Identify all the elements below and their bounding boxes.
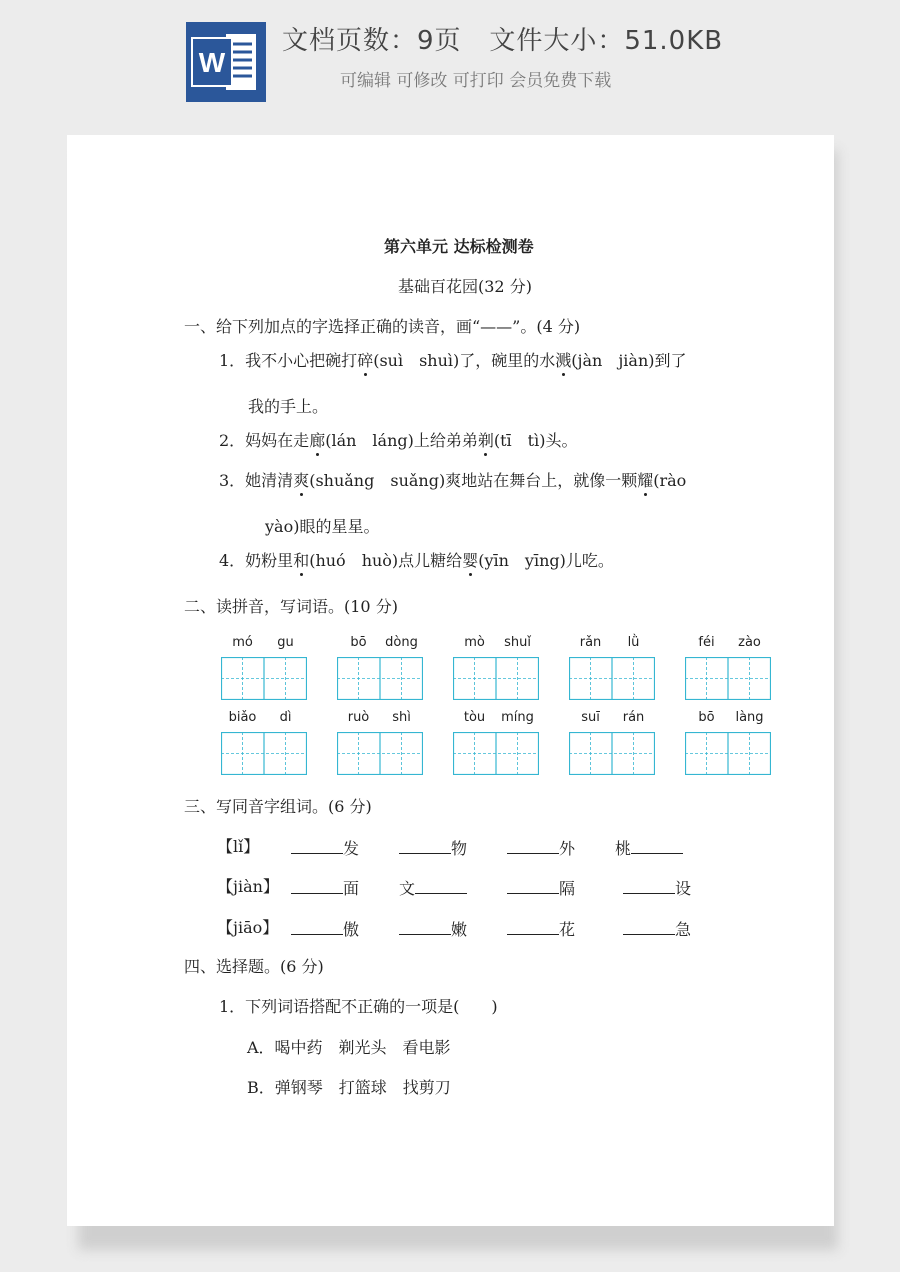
q1-item-1: 1．我不小心把碗打碎(suì shuì)了，碗里的水溅(jàn jiàn)到了 (219, 351, 687, 370)
pinyin-syllable: làng (735, 710, 764, 725)
pinyin-syllable: shì (392, 710, 411, 725)
pinyin-syllable: bō (698, 710, 715, 725)
homophone-item: 外 (507, 837, 575, 859)
homophone-item: 嫩 (399, 918, 467, 940)
q4-option-b: B．弹钢琴 打篮球 找剪刀 (247, 1078, 451, 1097)
writing-grid[interactable] (569, 657, 655, 700)
writing-grid[interactable] (685, 657, 771, 700)
writing-grid[interactable] (221, 732, 307, 775)
word-letter: W (198, 47, 226, 78)
pinyin-label (569, 710, 655, 728)
answer-blank[interactable] (399, 837, 451, 854)
homophone-item: 文 (399, 877, 467, 899)
answer-blank[interactable] (399, 918, 451, 935)
q4-heading: 四、选择题。(6 分) (184, 957, 324, 976)
answer-blank[interactable] (507, 918, 559, 935)
pinyin-syllable: gu (277, 635, 294, 650)
answer-blank[interactable] (631, 837, 683, 854)
q1-item-3-cont: yào)眼的星星。 (265, 517, 380, 536)
q3-heading: 三、写同音字组词。(6 分) (184, 797, 372, 816)
homophone-item: 傲 (291, 918, 359, 940)
pinyin-syllable: mò (464, 635, 485, 650)
pinyin-syllable: tòu (463, 710, 486, 725)
pinyin-syllable: ruò (347, 710, 370, 725)
pinyin-syllable: zào (738, 635, 761, 650)
pinyin-label (453, 710, 539, 728)
answer-blank[interactable] (507, 877, 559, 894)
pinyin-label (685, 710, 771, 728)
doc-title: 第六单元 达标检测卷 (384, 237, 534, 256)
writing-grid[interactable] (453, 657, 539, 700)
header-subtitle: 可编辑 可修改 可打印 会员免费下载 (340, 71, 612, 91)
pinyin-label (337, 635, 423, 653)
homophone-item: 隔 (507, 877, 575, 899)
document-page (67, 135, 834, 1226)
pinyin-syllable: mó (232, 635, 253, 650)
pinyin-syllable: rán (622, 710, 645, 725)
q1-item-3: 3．她清清爽(shuǎng suǎng)爽地站在舞台上，就像一颗耀(rào (219, 471, 687, 490)
pinyin-syllable: lǜ (627, 635, 640, 650)
pinyin-label (569, 635, 655, 653)
q1-item-2: 2．妈妈在走廊(lán láng)上给弟弟剃(tī tì)头。 (219, 431, 578, 450)
homophone-item: 物 (399, 837, 467, 859)
pinyin-syllable: biǎo (228, 710, 257, 725)
q4-option-a: A．喝中药 剃光头 看电影 (247, 1038, 451, 1057)
pinyin-syllable: dòng (385, 635, 418, 650)
q2-heading: 二、读拼音，写词语。(10 分) (184, 597, 398, 616)
pinyin-syllable: dì (279, 710, 292, 725)
answer-blank[interactable] (291, 837, 343, 854)
answer-blank[interactable] (623, 918, 675, 935)
answer-blank[interactable] (291, 918, 343, 935)
homophone-key: 【lǐ】 (217, 837, 260, 856)
header-title: 文档页数：9页 文件大小：51.0KB (282, 26, 724, 56)
writing-grid[interactable] (685, 732, 771, 775)
writing-grid[interactable] (221, 657, 307, 700)
homophone-item: 发 (291, 837, 359, 859)
header-banner (0, 0, 900, 125)
writing-grid[interactable] (337, 732, 423, 775)
homophone-key: 【jiāo】 (217, 918, 279, 937)
q4-item-1: 1．下列词语搭配不正确的一项是( ) (219, 997, 498, 1016)
answer-blank[interactable] (507, 837, 559, 854)
homophone-item: 花 (507, 918, 575, 940)
pinyin-label (221, 710, 307, 728)
word-document-icon (186, 22, 266, 102)
writing-grid[interactable] (569, 732, 655, 775)
section-title: 基础百花园(32 分) (398, 277, 532, 296)
pinyin-syllable: suī (581, 710, 600, 725)
pinyin-label (221, 635, 307, 653)
homophone-key: 【jiàn】 (217, 877, 279, 896)
homophone-item: 急 (623, 918, 691, 940)
answer-blank[interactable] (415, 877, 467, 894)
pinyin-syllable: rǎn (579, 635, 602, 650)
q1-item-4: 4．奶粉里和(huó huò)点儿糖给婴(yīn yīng)儿吃。 (219, 551, 614, 570)
pinyin-label (453, 635, 539, 653)
pinyin-syllable: féi (698, 635, 715, 650)
homophone-item: 面 (291, 877, 359, 899)
pinyin-syllable: míng (501, 710, 534, 725)
answer-blank[interactable] (291, 877, 343, 894)
writing-grid[interactable] (337, 657, 423, 700)
answer-blank[interactable] (623, 877, 675, 894)
q1-item-1-cont: 我的手上。 (248, 397, 329, 416)
pinyin-syllable: bō (350, 635, 367, 650)
homophone-item: 桃 (615, 837, 683, 859)
pinyin-label (685, 635, 771, 653)
pinyin-syllable: shuǐ (504, 635, 531, 650)
homophone-item: 设 (623, 877, 691, 899)
q1-heading: 一、给下列加点的字选择正确的读音，画“——”。(4 分) (184, 317, 581, 336)
writing-grid[interactable] (453, 732, 539, 775)
pinyin-label (337, 710, 423, 728)
